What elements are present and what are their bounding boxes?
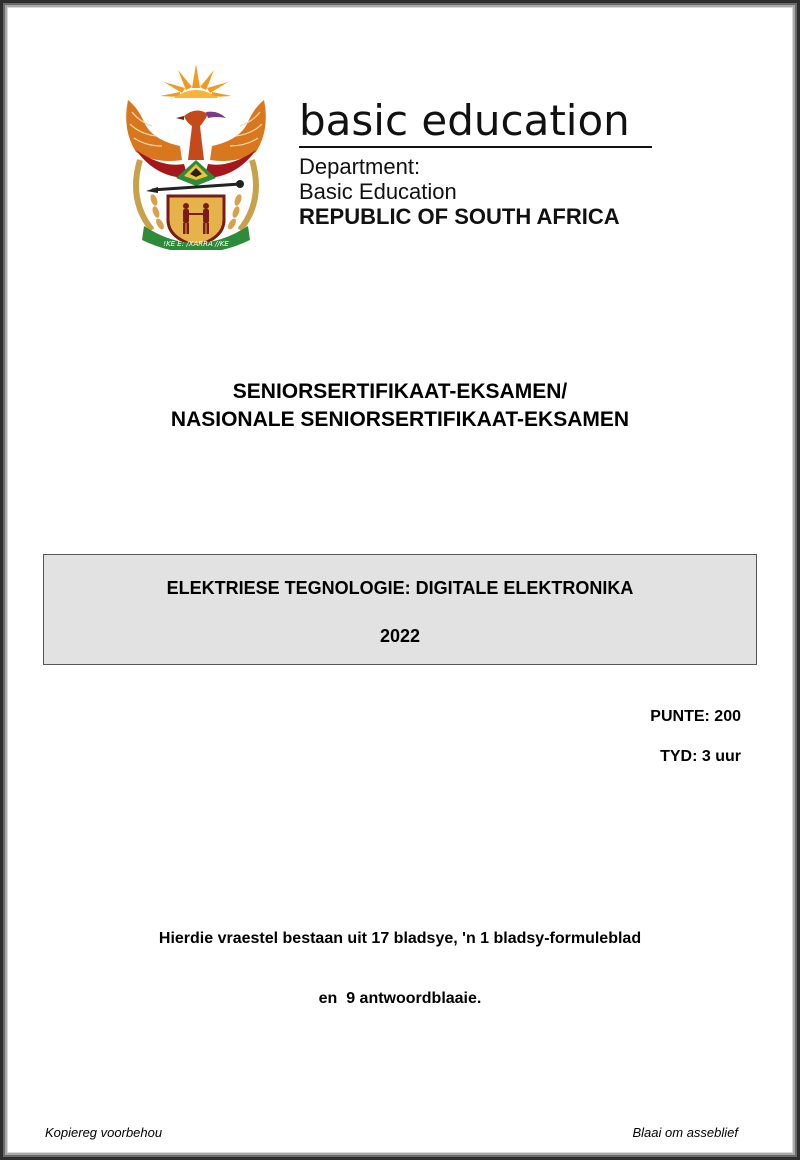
department-name: Basic Education [299, 179, 457, 204]
country-name: REPUBLIC OF SOUTH AFRICA [299, 204, 620, 229]
turn-over-notice: Blaai om asseblief [632, 1125, 738, 1140]
page-count-line-1: Hierdie vraestel bestaan uit 17 bladsye, 'n 1 bladsy-formuleblad [158, 930, 642, 947]
exam-year: 2022 [379, 626, 421, 646]
exam-duration: TYD: 3 uur [660, 748, 741, 765]
brand-title: basic education [299, 96, 630, 145]
copyright-notice: Kopiereg voorbehou [45, 1125, 163, 1140]
brand-divider [299, 146, 652, 148]
svg-text:!KE E: /XARRA //KE: !KE E: /XARRA //KE [163, 240, 229, 248]
exam-heading [0, 378, 800, 434]
exam-heading-line-1: SENIORSERTIFIKAAT-EKSAMEN/ [232, 380, 568, 403]
department-label: Department: [299, 154, 421, 179]
exam-heading-line-2: NASIONALE SENIORSERTIFIKAAT-EKSAMEN [170, 408, 630, 431]
page-count-info [0, 889, 800, 1029]
subject-box [43, 554, 757, 665]
department-branding [299, 96, 659, 230]
coat-of-arms-icon [122, 60, 270, 250]
subject-title: ELEKTRIESE TEGNOLOGIE: DIGITALE ELEKTRONIKA [166, 578, 634, 598]
page-count-line-2: en 9 antwoordblaaie. [318, 990, 482, 1007]
total-marks: PUNTE: 200 [650, 708, 741, 725]
